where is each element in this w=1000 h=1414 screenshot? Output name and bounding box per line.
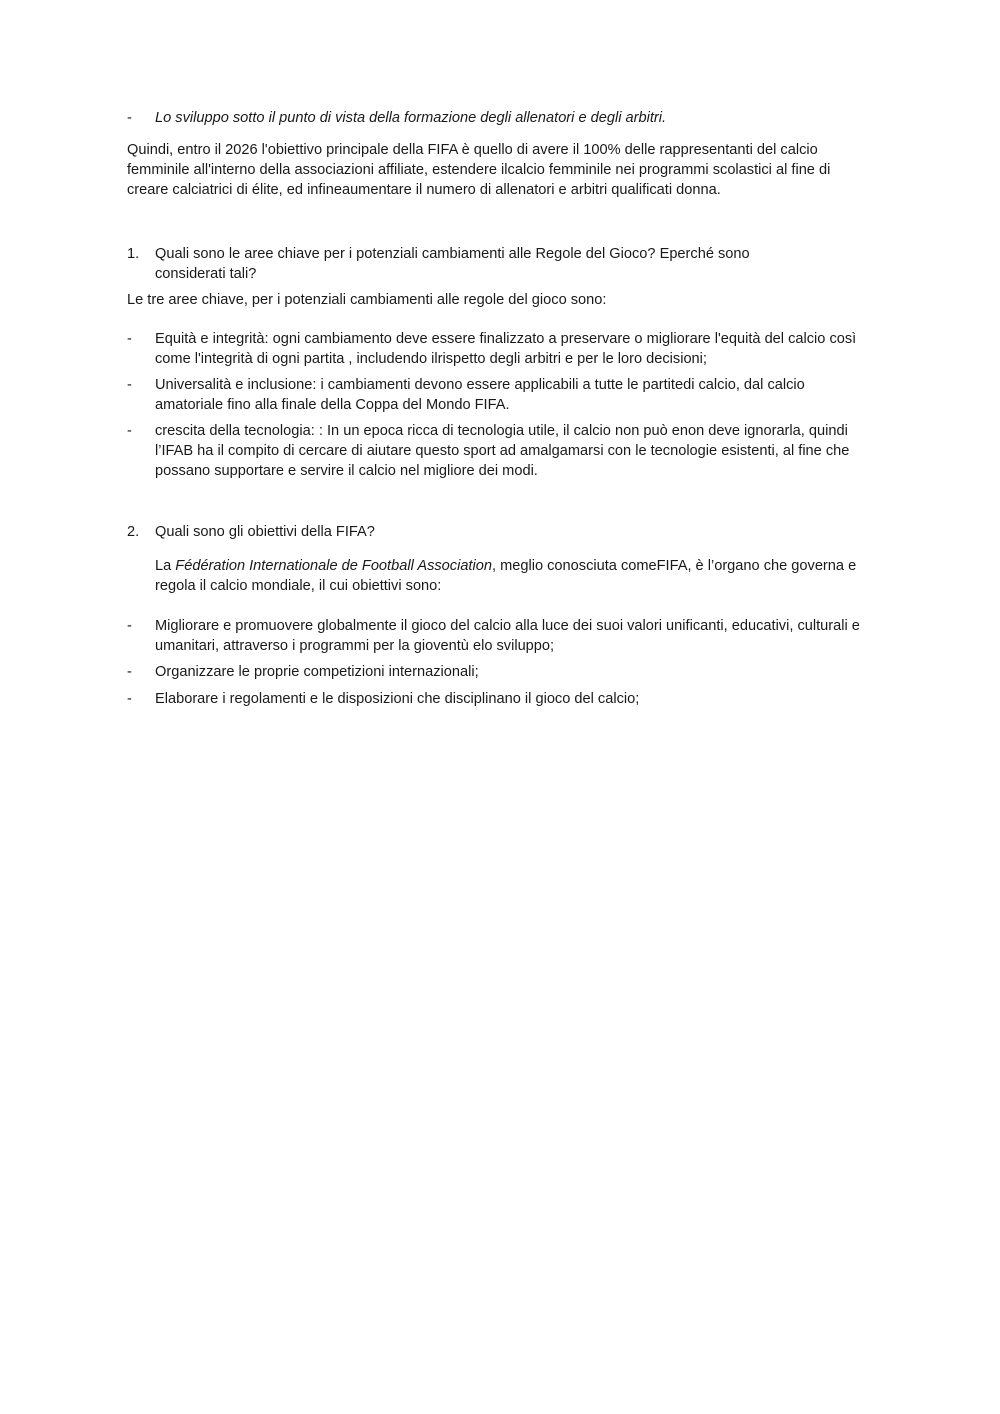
answer-2-intro-italic: Fédération Internationale de Football Association <box>175 558 492 574</box>
list-item-text: Elaborare i regolamenti e le disposizioni che disciplinano il gioco del calcio; <box>155 691 640 707</box>
bullet-marker: - <box>127 331 132 347</box>
bullet-marker: - <box>127 664 132 680</box>
intro-bullet-text: Lo sviluppo sotto il punto di vista della formazione degli allenatori e degli arbitri. <box>155 110 667 126</box>
intro-paragraph: Quindi, entro il 2026 l'obiettivo principale della FIFA è quello di avere il 100% delle rappresentanti del calcio femminile all'interno della associazioni affiliate, estendere ilcalcio femminile nei programmi scolastici al fine di creare calciatrici di élite, ed infineaumentare il numero di allenatori e arbitri qualificati donna. <box>127 142 831 198</box>
list-item-text: Universalità e inclusione: i cambiamenti devono essere applicabili a tutte le partitedi calcio, dal calcio amatoriale fino alla finale della Coppa del Mondo FIFA. <box>155 377 805 413</box>
answer-2-intro <box>155 556 870 596</box>
bullet-marker: - <box>127 691 132 707</box>
list-item-text: Organizzare le proprie competizioni internazionali; <box>155 664 479 680</box>
question-number: 2. <box>127 524 140 540</box>
bullet-marker: - <box>127 423 132 439</box>
answer-2-intro-prefix: La <box>155 558 176 574</box>
bullet-marker: - <box>127 377 132 393</box>
list-item-text: Equità e integrità: ogni cambiamento deve essere finalizzato a preservare o migliorare l'equità del calcio così come l'integrità di ogni partita , includendo ilrispetto degli arbitri e per le loro decisioni; <box>155 331 857 367</box>
bullet-marker: - <box>127 110 132 126</box>
question-1-text: Quali sono le aree chiave per i potenziali cambiamenti alle Regole del Gioco? Eperché sono considerati tali? <box>155 246 750 282</box>
answer-2-intro-suffix: , meglio conosciuta comeFIFA, è l’organo che governa e regola il calcio mondiale, il cui obiettivi sono: <box>155 558 857 594</box>
answer-1-intro: Le tre aree chiave, per i potenziali cambiamenti alle regole del gioco sono: <box>127 292 607 308</box>
question-2-text: Quali sono gli obiettivi della FIFA? <box>155 524 375 540</box>
bullet-marker: - <box>127 618 132 634</box>
list-item-text: Migliorare e promuovere globalmente il gioco del calcio alla luce dei suoi valori unificanti, educativi, culturali e umanitari, attraverso i programmi per la gioventù elo sviluppo; <box>155 618 860 654</box>
question-number: 1. <box>127 246 140 262</box>
list-item-text: crescita della tecnologia: : In un epoca ricca di tecnologia utile, il calcio non può enon deve ignorarla, quindi l’IFAB ha il compito di cercare di aiutare questo sport ad amalgamarsi con le tecnologie esistenti, al fine che possano supportare e servire il calcio nel migliore dei modi. <box>155 423 850 479</box>
